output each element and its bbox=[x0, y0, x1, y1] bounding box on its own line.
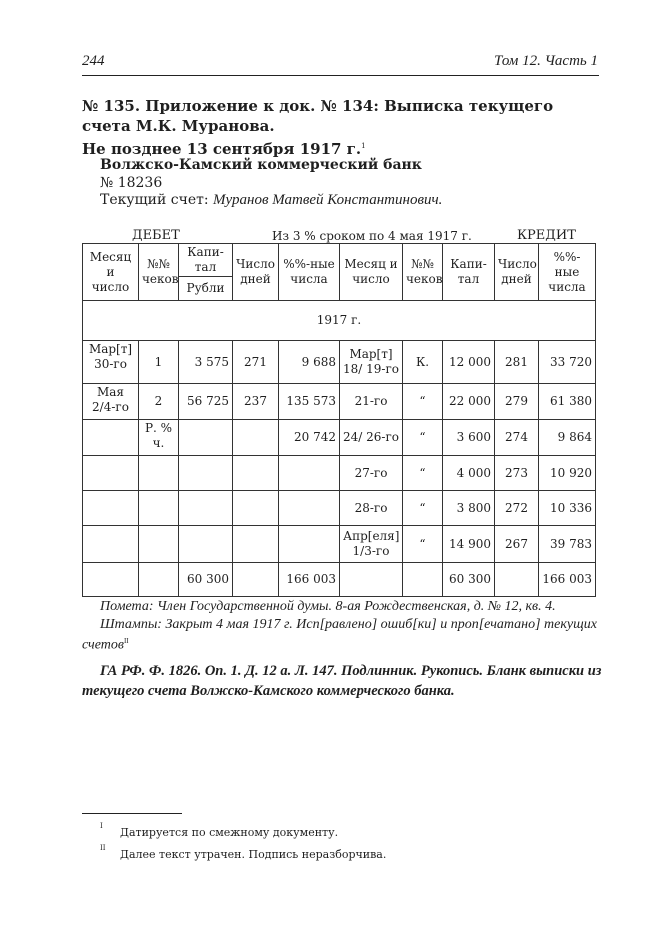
col-month-day: Месяц и число bbox=[83, 244, 139, 301]
credit-days: 267 bbox=[495, 526, 539, 563]
title-note-mark: 1 bbox=[361, 142, 366, 150]
debit-label: ДЕБЕТ bbox=[132, 228, 180, 243]
credit-date: 24/ 26-го bbox=[340, 420, 403, 456]
credit-label: КРЕДИТ bbox=[517, 228, 576, 243]
credit-percent: 10 336 bbox=[539, 491, 596, 526]
total-blank bbox=[495, 563, 539, 597]
col-cheques: №№ чеков bbox=[139, 244, 179, 301]
account-label: Текущий счет: bbox=[100, 192, 209, 208]
table-row bbox=[83, 341, 596, 384]
footnote-text: Далее текст утрачен. Подпись неразборчива. bbox=[120, 848, 387, 861]
debit-days bbox=[233, 456, 279, 491]
debit-cheque bbox=[139, 526, 179, 563]
debit-capital: 3 575 bbox=[179, 341, 233, 384]
debit-days bbox=[233, 420, 279, 456]
debit-date bbox=[83, 491, 139, 526]
credit-days: 272 bbox=[495, 491, 539, 526]
footnote-mark: II bbox=[100, 844, 106, 852]
col-capital: Капи-тал bbox=[179, 244, 233, 277]
bank-name: Волжско-Камский коммерческий банк bbox=[100, 157, 422, 173]
col-month-day-credit: Месяц и число bbox=[340, 244, 403, 301]
debit-percent: 9 688 bbox=[279, 341, 340, 384]
debit-days bbox=[233, 491, 279, 526]
debit-days bbox=[233, 526, 279, 563]
credit-days: 274 bbox=[495, 420, 539, 456]
stamps-note-mark: II bbox=[123, 637, 129, 645]
total-blank bbox=[139, 563, 179, 597]
total-credit-capital: 60 300 bbox=[443, 563, 495, 597]
debit-cheque bbox=[139, 491, 179, 526]
debit-capital bbox=[179, 420, 233, 456]
debit-percent bbox=[279, 526, 340, 563]
year-row bbox=[83, 301, 596, 341]
total-debit-percent: 166 003 bbox=[279, 563, 340, 597]
credit-percent: 10 920 bbox=[539, 456, 596, 491]
page-number: 244 bbox=[82, 53, 105, 69]
credit-capital: 3 600 bbox=[443, 420, 495, 456]
title-line-1: № 135. Приложение к док. № 134: Выписка текущего счета М.К. Муранова. bbox=[82, 97, 554, 135]
debit-percent: 20 742 bbox=[279, 420, 340, 456]
stamps-text: Штампы: Закрыт 4 мая 1917 г. Исп[равлено] ошиб[ки] и проп[ечатано] текущих счетов bbox=[82, 617, 597, 653]
table-row bbox=[83, 491, 596, 526]
debit-days: 237 bbox=[233, 384, 279, 420]
title-line-2: Не позднее 13 сентября 1917 г. bbox=[82, 140, 362, 158]
archive-reference: ГА РФ. Ф. 1826. Оп. 1. Д. 12 а. Л. 147. Подлинник. Рукопись. Бланк выписки из текущего счета Волжско-Камского коммерческого банка. bbox=[82, 663, 602, 699]
credit-cheque: “ bbox=[403, 384, 443, 420]
credit-days: 279 bbox=[495, 384, 539, 420]
debit-capital bbox=[179, 491, 233, 526]
table-row bbox=[83, 420, 596, 456]
header-rule bbox=[82, 75, 599, 76]
credit-date: 27-го bbox=[340, 456, 403, 491]
col-capital-credit: Капи-тал bbox=[443, 244, 495, 301]
credit-cheque: “ bbox=[403, 420, 443, 456]
account-line bbox=[100, 192, 442, 209]
credit-cheque: “ bbox=[403, 456, 443, 491]
running-title: Том 12. Часть 1 bbox=[494, 53, 598, 69]
debit-date: Мар[т] 30-го bbox=[83, 341, 139, 384]
col-days-credit: Число дней bbox=[495, 244, 539, 301]
total-blank bbox=[403, 563, 443, 597]
debit-days: 271 bbox=[233, 341, 279, 384]
table-row bbox=[83, 456, 596, 491]
debit-capital: 56 725 bbox=[179, 384, 233, 420]
footnote-mark: I bbox=[100, 822, 103, 830]
total-blank bbox=[233, 563, 279, 597]
total-blank bbox=[340, 563, 403, 597]
credit-percent: 61 380 bbox=[539, 384, 596, 420]
debit-date bbox=[83, 420, 139, 456]
table-row bbox=[83, 526, 596, 563]
stamps-note bbox=[82, 616, 602, 654]
footnote-rule bbox=[82, 813, 182, 814]
debit-percent bbox=[279, 456, 340, 491]
col-percent-numbers: %%-ные числа bbox=[279, 244, 340, 301]
pometa-note: Помета: Член Государственной думы. 8-ая Рождественская, д. № 12, кв. 4. bbox=[100, 599, 556, 614]
credit-capital: 22 000 bbox=[443, 384, 495, 420]
debit-date bbox=[83, 526, 139, 563]
ledger-table bbox=[82, 243, 596, 597]
total-blank bbox=[83, 563, 139, 597]
debit-capital bbox=[179, 526, 233, 563]
credit-days: 273 bbox=[495, 456, 539, 491]
credit-capital: 12 000 bbox=[443, 341, 495, 384]
period-label: Из 3 % сроком по 4 мая 1917 г. bbox=[272, 229, 472, 243]
debit-cheque: 1 bbox=[139, 341, 179, 384]
col-days: Число дней bbox=[233, 244, 279, 301]
credit-capital: 3 800 bbox=[443, 491, 495, 526]
debit-percent: 135 573 bbox=[279, 384, 340, 420]
credit-capital: 14 900 bbox=[443, 526, 495, 563]
credit-date: Апр[еля] 1/3-го bbox=[340, 526, 403, 563]
col-cheques-credit: №№ чеков bbox=[403, 244, 443, 301]
credit-days: 281 bbox=[495, 341, 539, 384]
debit-cheque bbox=[139, 456, 179, 491]
credit-capital: 4 000 bbox=[443, 456, 495, 491]
debit-percent bbox=[279, 491, 340, 526]
document-title bbox=[82, 96, 602, 159]
col-percent-numbers-credit: %%-ные числа bbox=[539, 244, 596, 301]
credit-cheque: “ bbox=[403, 491, 443, 526]
debit-cheque: 2 bbox=[139, 384, 179, 420]
credit-percent: 9 864 bbox=[539, 420, 596, 456]
debit-date: Мая 2/4-го bbox=[83, 384, 139, 420]
credit-date: 28-го bbox=[340, 491, 403, 526]
col-rubles: Рубли bbox=[179, 277, 233, 301]
account-holder: Муранов Матвей Константинович. bbox=[213, 192, 443, 208]
debit-date bbox=[83, 456, 139, 491]
table-row bbox=[83, 384, 596, 420]
total-debit-capital: 60 300 bbox=[179, 563, 233, 597]
credit-date: 21-го bbox=[340, 384, 403, 420]
statement-number: № 18236 bbox=[100, 175, 163, 191]
debit-capital bbox=[179, 456, 233, 491]
totals-row bbox=[83, 563, 596, 597]
debit-cheque: Р. % ч. bbox=[139, 420, 179, 456]
total-credit-percent: 166 003 bbox=[539, 563, 596, 597]
credit-cheque: “ bbox=[403, 526, 443, 563]
footnote-text: Датируется по смежному документу. bbox=[120, 826, 339, 839]
credit-percent: 33 720 bbox=[539, 341, 596, 384]
credit-cheque: К. bbox=[403, 341, 443, 384]
credit-date: Мар[т] 18/ 19-го bbox=[340, 341, 403, 384]
year-label: 1917 г. bbox=[83, 301, 596, 341]
header-row-1 bbox=[83, 244, 596, 277]
credit-percent: 39 783 bbox=[539, 526, 596, 563]
